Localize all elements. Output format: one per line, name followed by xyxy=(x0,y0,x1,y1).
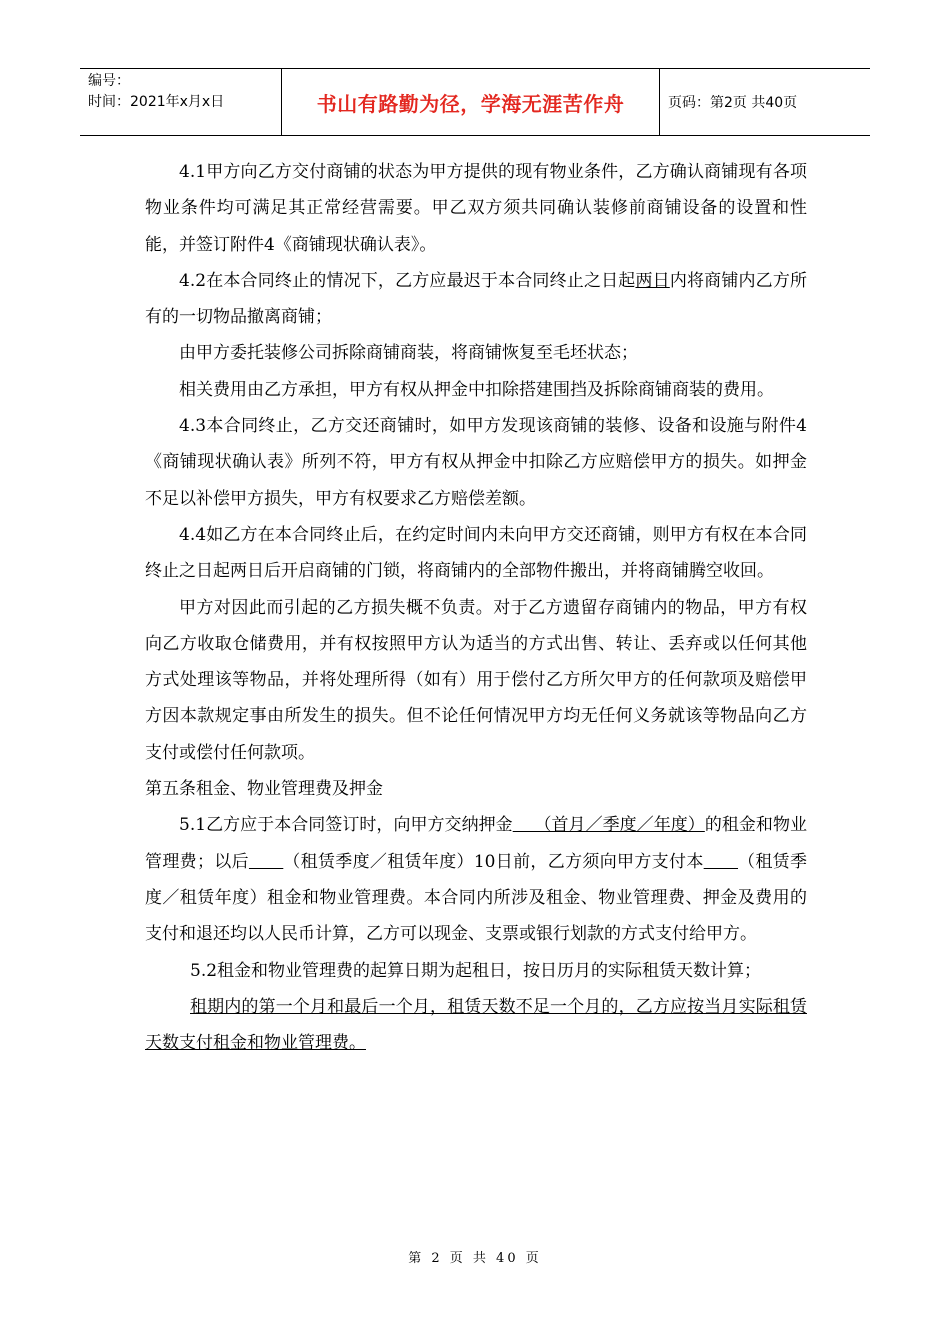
clause-5-1 xyxy=(145,807,807,952)
page-info-text: 页码：第2页 共40页 xyxy=(668,95,798,111)
clause-5-1-text-c: （租赁季度／租赁年度）10日前，乙方须向甲方支付本 xyxy=(283,851,704,872)
clause-4-2-item-b: 相关费用由乙方承担，甲方有权从押金中扣除搭建围挡及拆除商铺商装的费用。 xyxy=(179,379,774,400)
header-meta-cell xyxy=(80,69,282,135)
page-footer xyxy=(0,1247,950,1266)
motto-text: 书山有路勤为径，学海无涯苦作舟 xyxy=(316,91,625,116)
footer-page-number: 第 2 页 共 40 页 xyxy=(408,1251,542,1266)
clause-4-2 xyxy=(145,263,807,336)
clause-4-4-continued: 甲方对因此而引起的乙方损失概不负责。对于乙方遗留存商铺内的物品，甲方有权向乙方收取仓储费用，并有权按照甲方认为适当的方式出售、转让、丢弃或以任何其他方式处理该等物品，并将处理所得（如有）用于偿付乙方所欠甲方的任何款项及赔偿甲方因本款规定事由所发生的损失。但不论任何情况甲方均无任何义务就该等物品向乙方支付或偿付任何款项。 xyxy=(145,597,807,763)
date-label: 时间：2021年x月x日 xyxy=(88,94,225,110)
clause-5-2-continued xyxy=(145,989,807,1062)
header-motto-cell xyxy=(282,69,660,135)
contract-body xyxy=(145,154,807,1061)
document-header xyxy=(80,68,870,136)
clause-4-2-underlined-term: 两日 xyxy=(635,270,670,291)
clause-4-2-text-b: 内将商铺内乙方所有的一切物品撤离商铺； xyxy=(145,270,808,328)
clause-5-1-text-d: （租赁季度／租赁年度）租金和物业管理费。本合同内所涉及租金、物业管理费、押金及费用的支付和退还均以人民币计算，乙方可以现金、支票或银行划款的方式支付给甲方。 xyxy=(145,851,807,945)
clause-4-3: 4.3本合同终止，乙方交还商铺时，如甲方发现该商铺的装修、设备和设施与附件4《商铺现状确认表》所列不符，甲方有权从押金中扣除乙方应赔偿甲方的损失。如押金不足以补偿甲方损失，甲方有权要求乙方赔偿差额。 xyxy=(145,416,807,509)
clause-4-1: 4.1甲方向乙方交付商铺的状态为甲方提供的现有物业条件，乙方确认商铺现有各项物业条件均可满足其正常经营需要。甲乙双方须共同确认装修前商铺设备的设置和性能，并签订附件4《商铺现状确认表》。 xyxy=(145,162,807,255)
clause-5-1-blank-period xyxy=(249,852,283,872)
serial-number-label: 编号： xyxy=(88,73,130,89)
clause-5-1-blank-payment xyxy=(704,852,738,872)
clause-4-2-item-a: 由甲方委托装修公司拆除商铺商装，将商铺恢复至毛坯状态； xyxy=(179,343,638,364)
clause-4-2-text-a: 4.2在本合同终止的情况下，乙方应最迟于本合同终止之日起 xyxy=(179,270,636,291)
clause-5-2: 5.2租金和物业管理费的起算日期为起租日，按日历月的实际租赁天数计算； xyxy=(190,960,762,981)
clause-5-1-text-b: 的租金和物业管理费；以后 xyxy=(145,815,807,872)
clause-5-2-underlined-text: 租期内的第一个月和最后一个月，租赁天数不足一个月的，乙方应按当月实际租赁天数支付租金和物业管理费。 xyxy=(145,996,807,1054)
section-5-title: 第五条租金、物业管理费及押金 xyxy=(145,779,383,800)
clause-4-4: 4.4如乙方在本合同终止后，在约定时间内未向甲方交还商铺，则甲方有权在本合同终止之日起两日后开启商铺的门锁，将商铺内的全部物件搬出，并将商铺腾空收回。 xyxy=(145,524,807,582)
clause-5-1-blank-deposit: （首月／季度／年度） xyxy=(512,815,705,836)
header-page-cell xyxy=(660,69,870,135)
clause-5-1-text-a: 5.1乙方应于本合同签订时，向甲方交纳押金 xyxy=(179,815,513,836)
